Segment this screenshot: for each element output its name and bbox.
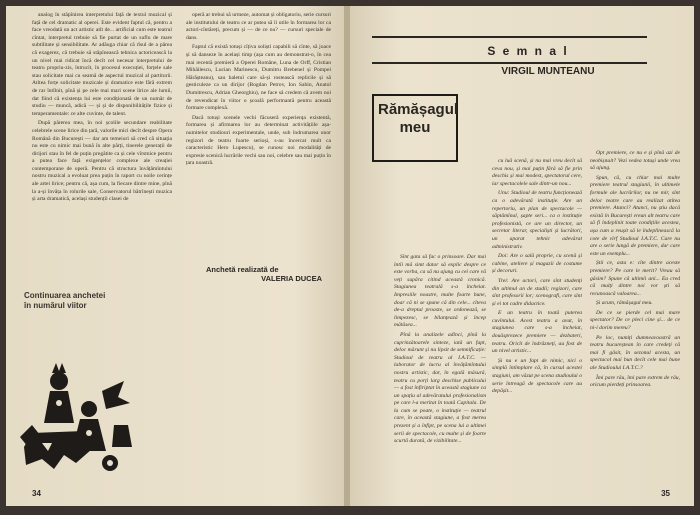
header-rule-top <box>372 36 647 38</box>
right-column-1 <box>394 254 486 492</box>
paragraph: Dacă totuși scenele vechi făcuseră experiența existentă, formarea și afirmarea lor au determinat activitățiile așa-numitelor studiouri experimentale, unde, sub îndrumarea unor regizori de teatru foarte serioși, s-au încercat mult ca caracteristic Hero Lupescu), se cunosc noi modalități de expresie scenică lucrările vechi sau noi, celebre sau mai puțin în țara noastră. <box>186 114 331 167</box>
paragraph: Opt premiere, ce nu e și pînă azi de neobișnuit? Vezi vedea totuși unde vrea să ajung. <box>590 150 680 172</box>
figure-3 <box>112 425 132 447</box>
page-number-left: 34 <box>32 489 41 498</box>
head-1 <box>50 372 68 390</box>
anchet-credit-author: VALERIA DUCEA <box>261 274 322 283</box>
paragraph: Îmi pare rău, îmi pare extrem de rău, oricum pierdeți prinsoarea. <box>590 374 680 389</box>
paragraph: Trei: Are actori, care sînt studenți din ultimul an de studii; regizori, care sînt profesorii lor; scenografi, care sînt și ei tot cadre didactice. <box>492 277 582 307</box>
paragraph: După părerea mea, în noi școlile secundare reabilitate celebrele scene lirice din țară, valorile mici decît despre Opera Română din București — dar am temeiuri să cred că situația nu este cu nimic mai bună în alte părți, tinerele generații de dirijori stau în fel de puțin pregătite ca și cele vîrstnice pentru a putea face față exigențelor complexe ale creației contemporane de operă. Pentru că structura învățămîntului nostru muzical a evoluat prea puțin în raport cu noile cerințe ale artei lirice; pentru că, așa cum, la fiecare dintre mine, pînă la a-și învăța în rolurile sale, Conservatorul bătrînești muzica și arta dramatică, același studenții clasei de <box>32 120 172 203</box>
head-2 <box>81 401 97 417</box>
page-number-right: 35 <box>661 489 670 498</box>
paragraph: Și nu e un fapt de nimic, nici o simplă întîmplare că, în cursul acestei stagiuni, am văzut pe scena studioului o serie întreagă de spectacole care au depășit... <box>492 357 582 395</box>
paragraph: Faptul că există totuși cîțiva soliști capabili să cînte, să joace și să danseze în același timp (așa cum au demonstrat-o, în cea mai recentă premieră a Operei Române, Luna de Orff, Cristian Mihăilescu, Lucian Marinescu, Dumitru Brebenel și Pompei Hărășteanu), sau baletul care să-și rostească replicile și să gesticuleze ca un dirijor (Bogdan Petrov, Ion Sabin, Anatol Dumitrescu, Adrian Gheorghiu), ne face să credem că avem noi de revendicat în viitor o școală performantă pentru această formare complexă. <box>186 44 331 112</box>
title-line2: meu <box>399 119 431 136</box>
paragraph: Pe loc, numiți dumneavoastră un teatru bucureștean în care credeți că mai fi găsit, în sezonul acesta, un spectacol mai bun decît cele mai bune ale Studioului I.A.T.C.? <box>590 334 680 372</box>
figure-2-flag <box>102 381 130 409</box>
continuation-line1: Continuarea anchetei <box>24 291 106 300</box>
header-rule-bottom <box>372 62 647 64</box>
paragraph: Știi ce, asta e: cîte dintre aceste premiere? Pe care le merit? Vreau să găsim? Spune că ultimii ani... Eu cred că mulți dintre noi vor ști să recunoască valoarea... <box>590 260 680 297</box>
paragraph: Pînă la analizele adînci, pînă la cuprinzătoarele sinteze, iată un fapt, deloc mărunt și nu lipsit de semnificație: Studioul de teatru al I.A.T.C. — laborator de lucru al învățămîntului nostru artistic, dar, în egală măsură, teatru cu porți larg deschise publicului — a fost înfiriptat în această stagiune ca un spațiu al adevăratului profesionalism pe care l-a meritat în toată Capitala. De la cum se poate, o instituție — teatrul care, în această stagiune, a fost mereu prezent și a înfipt, pe scena lui a ultimei serii de spectacole, cu multe și de foarte scurtă durată, de vizibilitate... <box>394 331 486 445</box>
continuation-note <box>24 291 164 311</box>
paragraph: De ce se pierde cel mai mare spectator? De ce pleci cine și... de ce ni-i dorim mereu? <box>590 309 680 332</box>
section-label: S e m n a l <box>487 44 569 58</box>
paragraph: Unu: Studioul de teatru funcționează ca o adevărată instituție. Are un repertoriu, un plan de spectacole — săptămînal, șapte seri... ca o instituție profesionistă, ce are un director, un secretar literar, specialiști și lucrători, un aparat tehnic adevărat administrativ. <box>492 190 582 250</box>
figure-1-crown <box>52 363 66 373</box>
paragraph: Spun, că, cu chiar mai multe premiere teatrul stagiunii, în ultimele formule ale lucrărilor, nu ne mir, sînt deloc teatre care au realizat atîtea premiere. Atunci? Atunci, nu știu dacă există în București vreun alt teatru care să fi îndeplinit toate condițiile acestea, așa cum a reușit să le îndeplinească la cote de vîrf Studioul I.A.T.C. Care nu are o serie lungă de premiere, dar care este un exemplu... <box>590 174 680 257</box>
paragraph: E un teatru în toată puterea cuvîntului. Acest teatru a avut, în stagiunea care s-a încheiat, douăsprezece premiere — dezbateri, teatru. Oricît de îndrăzneți, au fost de un nivel artistic... <box>492 310 582 355</box>
right-column-2 <box>492 158 582 494</box>
left-column-2 <box>186 12 331 256</box>
paragraph: operă ar trebui să urmeze, automat și obligatoriu, serie cursuri ale institutului de teatru ce ar putea să îi utile în formarea lor ca actori-cîntăreți, precum și — de ce nu? — cursuri speciale de dans. <box>186 12 331 41</box>
left-column-1 <box>32 12 172 244</box>
paragraph: Sînt gata să fac o prinsoare. Dar mai întîi mă simt dator să explic despre ce este vorba, ca să nu ajung cu cei care vă veți supăra citind această cronică. Stagiunea teatrală s-a încheiat. Impresiile noastre, multe foarte bune, doar că ni se spune că din cele... cîteva de-a dreptul proaste, se ordonează, se limpezesc, se bilanțează și încep mătăsea... <box>394 254 486 329</box>
author-name: VIRGIL MUNTEANU <box>501 66 595 77</box>
illustration-figures <box>14 351 144 481</box>
title-line1: Rămășagul <box>378 101 459 118</box>
anchet-credit <box>206 265 336 283</box>
left-page <box>6 6 344 506</box>
anchet-credit-line1: Anchetă realizată de <box>206 265 279 274</box>
continuation-line2: în numărul viitor <box>24 301 87 310</box>
figure-1-body <box>44 391 74 423</box>
paragraph: cu luă scenă, și nu mai vreu decît să ceva nou, și mai puțin fără să fie prin deschis și mai modest, spectatorul cere, iar spectacolele sale dintr-un nou... <box>492 158 582 187</box>
paragraph: analog în stăpînirea interpretului față de textul muzical și față de cel dramatic al operei. Este evident faptul că, pentru a face vreodată un act artistic atît de... artificial cum este teatrul cîntat, interpretul trebuie să fie purtat de un suflu de mare subtilitate și sensibilitate. Ar adăuga chiar că rîsul de a părea că exagerez, că trebuie să stăpînească tehnica actoricească la un nivel mai ridicat încă decît cel necesar interpretului de teatru propriu-zis, întrucît, în procesul execuției, forțele sale stau solicitate mai cu seamă de aspectul muzical al partiturii. Atîtea forțe solicitate muzicale și dramatice este fără extrem de rar întîlnit, pînă și pe cele mai mari scene lirice ale lumii, dat fiind că existența lui este condiționată de un număr de studiu — muncă, adică — și și de disponibilitățile fizice și temperamentale: ce alte cuvinte, de talent. <box>32 12 172 117</box>
paragraph: Doi: Are o sală proprie, cu scenă și cabine, ateliere și magazii de costume și decoruri. <box>492 253 582 275</box>
right-page <box>350 6 694 506</box>
right-column-3 <box>590 150 680 494</box>
title-box <box>372 94 458 162</box>
paragraph: Și acum, rămășagul meu. <box>596 300 653 307</box>
